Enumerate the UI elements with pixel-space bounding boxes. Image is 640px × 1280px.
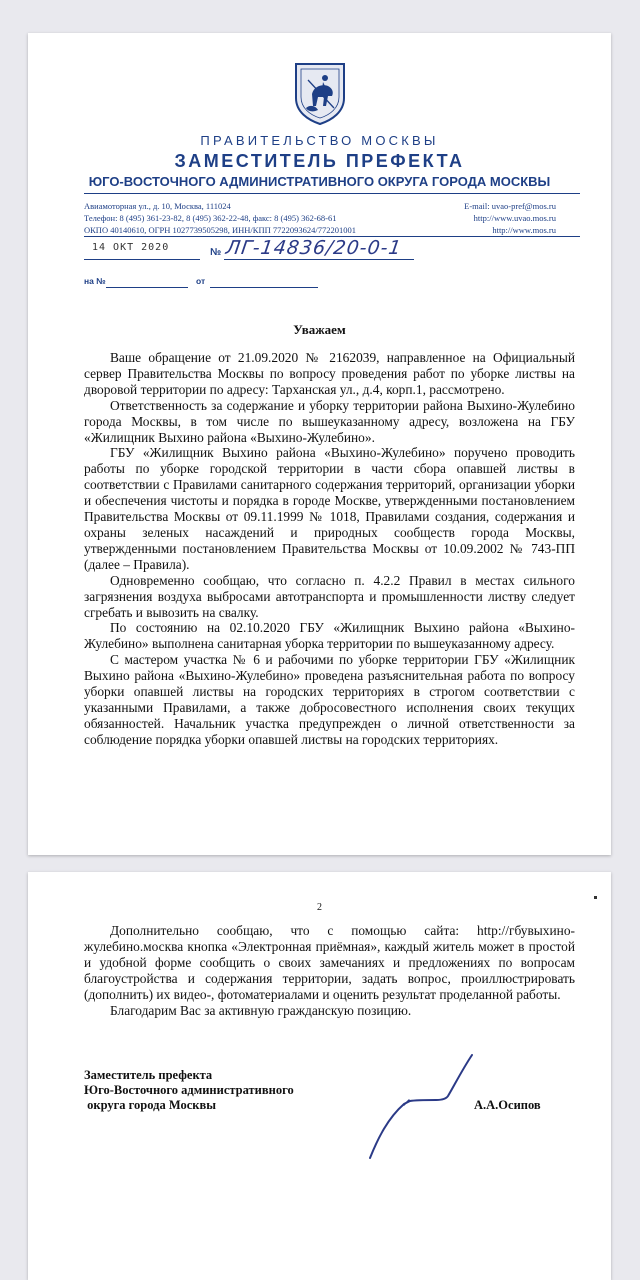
letter-page-2 [28, 872, 611, 1280]
page-number: 2 [317, 902, 322, 913]
signatory-name: А.А.Осипов [474, 1098, 541, 1112]
website-line: http://www.uvao.mos.ru [473, 213, 556, 223]
from-line [210, 275, 318, 288]
from-label: от [196, 276, 206, 286]
email-line: E-mail: uvao-pref@mos.ru [464, 201, 556, 211]
address-block [84, 200, 414, 236]
reference-line [106, 275, 188, 288]
signatory-title-line: округа города Москвы [84, 1098, 216, 1112]
signatory-title-line: Юго-Восточного административного [84, 1083, 294, 1097]
signatory-title [84, 1068, 294, 1113]
government-name: ПРАВИТЕЛЬСТВО МОСКВЫ [200, 133, 439, 148]
registry-codes-line: ОКПО 40140610, ОГРН 1027739505298, ИНН/КПП 7722093624/772201001 [84, 225, 356, 235]
paragraph: Ответственность за содержание и уборку территории района Выхино-Жулебино города Москвы, в том числе по вышеуказанному адресу, возложена на ГБУ «Жилищник Выхино района «Выхино-Жулебино». [84, 397, 575, 445]
paragraph: Дополнительно сообщаю, что с помощью сайта: http://гбувыхино-жулебино.москва кнопка «Электронная приёмная», каждый житель может в простой и удобной форме сообщить о своих замечаниях и предложениях по вопросам благоустройства и содержания территории, задать вопрос, проиллюстрировать (дополнить) их видео-, фотоматериалами и оценить результат проделанной работы. [84, 923, 575, 1002]
reference-label: на № [84, 276, 106, 286]
date-stamp: 14 ОКТ 2020 [92, 242, 170, 253]
paragraph: Ваше обращение от 21.09.2020 № 2162039, направленное на Официальный сервер Правительства Москвы по вопросу проведения работ по уборке листвы на дворовой территории по адресу: Тарханская ул., д.4, корп.1, рассмотрено. [84, 350, 575, 397]
letter-page-1 [28, 33, 611, 855]
signatory-title-line: Заместитель префекта [84, 1068, 213, 1082]
number-label: № [210, 247, 222, 258]
paragraph: Одновременно сообщаю, что согласно п. 4.2.2 Правил в местах сильного загрязнения воздуха выбросами автотранспорта и промышленности листву следует сгребать и вывозить на свалку. [84, 572, 575, 620]
paragraph: С мастером участка № 6 и рабочими по уборке территории ГБУ «Жилищник Выхино района «Выхино-Жулебино» проведена разъяснительная работа по вопросу уборки опавшей листвы на городских территориях в строгом соответствии с указанными Правилами, а также добросовестного исполнения своих текущих обязанностей. Начальник участка предупрежден о личной ответственности за соблюдение порядка уборки опавшей листвы на городских территориях. [84, 652, 575, 747]
letter-body-continued [84, 923, 575, 1018]
outgoing-number: ЛГ-14836/20-0-1 [224, 237, 404, 259]
contact-block [406, 200, 556, 236]
letterhead-rule [84, 193, 580, 194]
district-name: ЮГО-ВОСТОЧНОГО АДМИНИСТРАТИВНОГО ОКРУГА ГОРОДА МОСКВЫ [88, 174, 551, 189]
signature-mark [364, 1052, 484, 1162]
letterhead-title: ЗАМЕСТИТЕЛЬ ПРЕФЕКТА [174, 151, 465, 171]
website-line: http://www.mos.ru [492, 225, 556, 235]
letter-body [84, 350, 575, 748]
scan-mark [594, 896, 597, 899]
greeting: Уважаем [293, 322, 346, 337]
paragraph: Благодарим Вас за активную гражданскую позицию. [110, 1002, 412, 1018]
paragraph: По состоянию на 02.10.2020 ГБУ «Жилищник Выхино района «Выхино-Жулебино» выполнена санитарная уборка территории по вышеуказанному адресу. [84, 620, 575, 652]
phone-line: Телефон: 8 (495) 361-23-82, 8 (495) 362-22-48, факс: 8 (495) 362-68-61 [84, 213, 337, 223]
paragraph: ГБУ «Жилищник Выхино района «Выхино-Жулебино» поручено проводить работы по уборке городской территории в части сбора опавшей листвы в соответствии с Правилами санитарного содержания территорий, организации уборки и обеспечения чистоты и порядка в городе Москве, утвержденными постановлением Правительства Москвы от 09.11.1999 № 1018, Правилами создания, содержания и охраны зеленых насаждений и природных сообществ города Москвы, утвержденными постановлением Правительства Москвы от 10.09.2002 № 743-ПП (далее – Правила). [84, 445, 575, 572]
moscow-coat-of-arms-icon [292, 60, 348, 126]
address-line: Авиамоторная ул., д. 10, Москва, 111024 [84, 201, 231, 211]
